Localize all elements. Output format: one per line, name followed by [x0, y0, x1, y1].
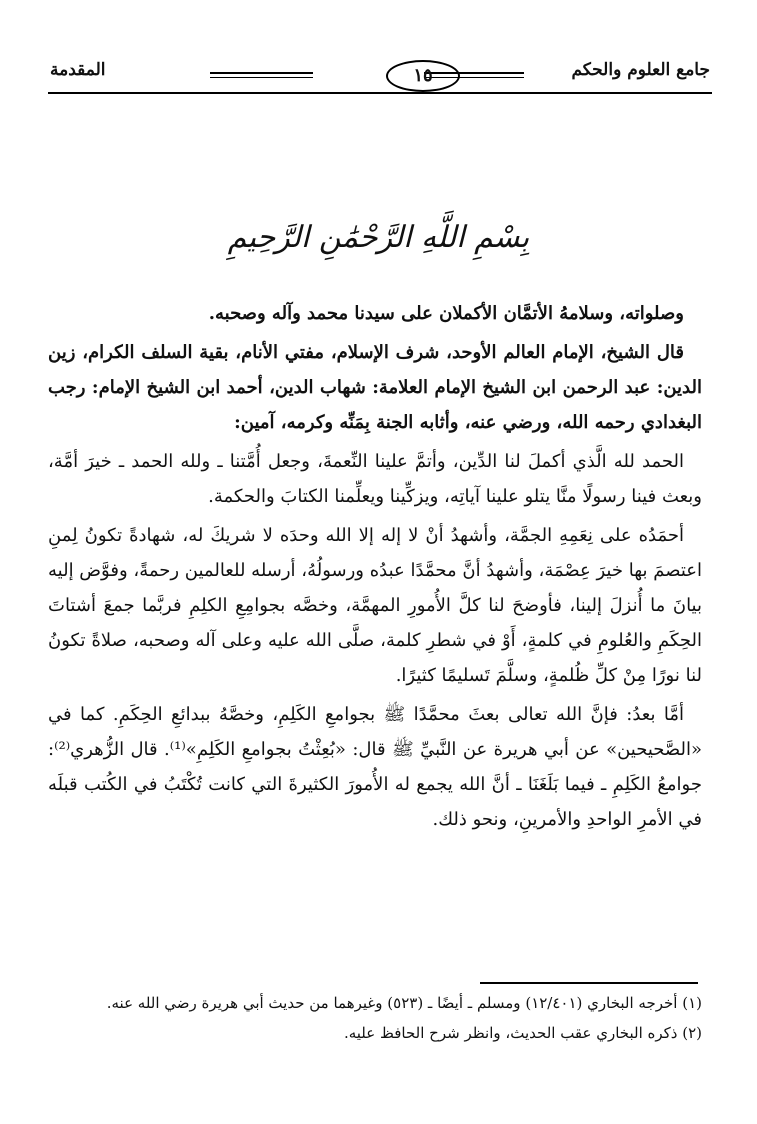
header-rule [48, 92, 712, 94]
footnote-2: (٢) ذكره البخاري عقب الحديث، وانظر شرح الحافظ عليه. [343, 1024, 702, 1042]
footnote-rule [480, 982, 698, 984]
book-title: جامع العلوم والحكم [571, 60, 710, 80]
basmala: بِسْمِ اللَّهِ الرَّحْمَٰنِ الرَّحِيمِ [227, 220, 530, 255]
page-number: ١٥ [386, 60, 460, 92]
header-ornament-left [210, 72, 313, 78]
footnote-1: (١) أخرجه البخاري (١٢/٤٠١) ومسلم ـ أيضًا ـ (٥٢٣) وغيرهما من حديث أبي هريرة رضي الله عنه. [106, 994, 702, 1012]
paragraph-author-intro: قال الشيخ، الإمام العالم الأوحد، شرف الإسلام، مفتي الأنام، بقية السلف الكرام، زين الدين: عبد الرحمن ابن الشيخ الإمام العلامة: شهاب الدين، أحمد ابن الشيخ الإمام: رجب البغدادي رحمه الله، ورضي عنه، وأثابه الجنة بِمَنِّه وكرمه، آمين: [48, 342, 702, 433]
section-title: المقدمة [50, 60, 106, 80]
paragraph-shahada: أحمَدُه على نِعَمِهِ الجمَّة، وأشهدُ أنْ لا إله إلا الله وحدَه لا شريكَ له، شهادةً تكونُ لِمنِ اعتصمَ بها خيرَ عِصْمَة، وأشهدُ أنَّ محمَّدًا عبدُه ورسولُهُ، أرسله للعالمين رحمةً، وفوَّض إليه بيانَ ما أُنزلَ إلينا، فأوضحَ لنا كلَّ الأُمورِ المهمَّة، وخصَّه بجوامِعِ الكلِمِ فربَّما جمعَ أشتاتَ الحِكَمِ والعُلومِ في كلمةٍ، أَوْ في شطرِ كلمة، صلَّى الله عليه وعلى آله وصحبه، صلاةً تكونُ لنا نورًا مِنْ كلِّ ظُلمةٍ، وسلَّمَ تَسليمًا كثيرًا. [48, 525, 702, 686]
footnotes [48, 988, 702, 1048]
paragraph-amma-baad: أمَّا بعدُ: فإنَّ الله تعالى بعثَ محمَّدًا ﷺ بجوامعِ الكَلِمِ، وخصَّهُ ببدائعِ الحِكَمِ. كما في «الصَّحيحين» عن أبي هريرة عن النَّبيِّ ﷺ قال: «بُعِثْتُ بجوامعِ الكَلِمِ»⁽¹⁾. قال الزُّهري⁽²⁾: جوامعُ الكَلِمِ ـ فيما بَلَغَنَا ـ أنَّ الله يجمع له الأُمورَ الكثيرةَ التي كانت تُكْتَبُ في الكُتب قبلَه في الأمرِ الواحدِ والأمرينِ، ونحو ذلك. [48, 704, 702, 830]
main-text [48, 296, 702, 841]
paragraph-salutation: وصلواته، وسلامهُ الأتمَّان الأكملان على سيدنا محمد وآله وصحبه. [208, 303, 684, 324]
paragraph-hamd: الحمد لله الَّذي أكملَ لنا الدِّين، وأتمَّ علينا النِّعمةَ، وجعل أُمَّتنا ـ ولله الحمد ـ خيرَ أمَّة، وبعث فينا رسولًا منَّا يتلو علينا آياتِه، ويزكِّينا ويعلِّمنا الكتابَ والحكمة. [48, 451, 702, 507]
running-header [50, 50, 710, 90]
